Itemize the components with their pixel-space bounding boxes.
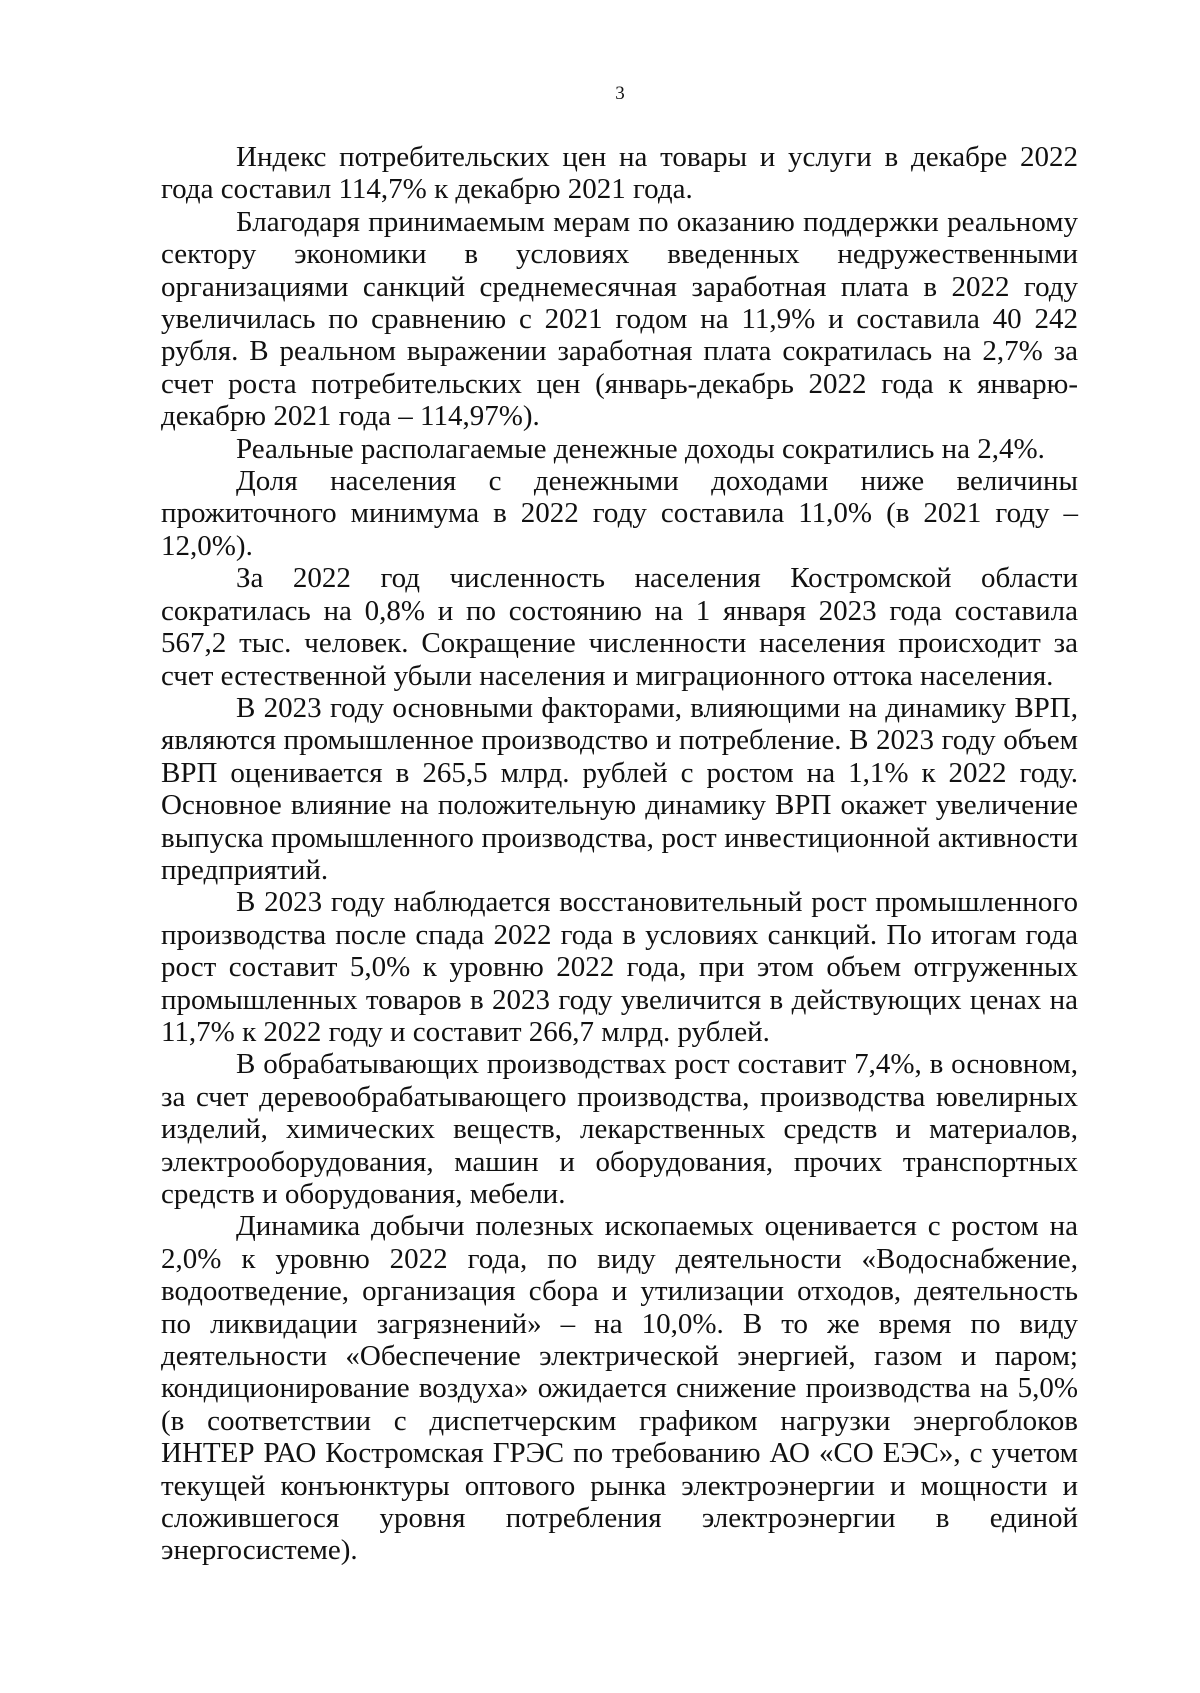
paragraph-grp: В 2023 году основными факторами, влияющими на динамику ВРП, являются промышленное производство и потребление. В 2023 году объем ВРП оценивается в 265,5 млрд. рублей с ростом на 1,1% к 2022 году. Основное влияние на положительную динамику ВРП окажет увеличение выпуска промышленного производства, рост инвестиционной активности предприятий. (161, 691, 1078, 886)
paragraph-wages: Благодаря принимаемым мерам по оказанию поддержки реальному сектору экономики в условиях введенных недружественными организациями санкций среднемесячная заработная плата в 2022 году увеличилась по сравнению с 2021 годом на 11,9% и составила 40 242 рубля. В реальном выражении заработная плата сократилась на 2,7% за счет роста потребительских цен (январь-декабрь 2022 года к январю-декабрю 2021 года – 114,97%). (161, 205, 1078, 433)
paragraph-poverty: Доля населения с денежными доходами ниже величины прожиточного минимума в 2022 году составила 11,0% (в 2021 году – 12,0%). (161, 465, 1078, 562)
paragraph-mining-energy: Динамика добычи полезных ископаемых оценивается с ростом на 2,0% к уровню 2022 года, по виду деятельности «Водоснабжение, водоотведение, организация сбора и утилизации отходов, деятельность по ликвидации загрязнений» – на 10,0%. В то же время по виду деятельности «Обеспечение электрической энергией, газом и паром; кондиционирование воздуха» ожидается снижение производства на 5,0% (в соответствии с диспетчерским графиком нагрузки энергоблоков ИНТЕР РАО Костромская ГРЭС по требованию АО «СО ЕЭС», с учетом текущей конъюнктуры оптового рынка электроэнергии и мощности и сложившегося уровня потребления электроэнергии в единой энергосистеме). (161, 1210, 1078, 1567)
paragraph-population: За 2022 год численность населения Костромской области сократилась на 0,8% и по состоянию на 1 января 2023 года составила 567,2 тыс. человек. Сокращение численности населения происходит за счет естественной убыли населения и миграционного оттока населения. (161, 562, 1078, 692)
paragraph-income: Реальные располагаемые денежные доходы сократились на 2,4%. (236, 432, 1045, 465)
paragraph-manufacturing: В обрабатывающих производствах рост составит 7,4%, в основном, за счет деревообрабатывающего производства, производства ювелирных изделий, химических веществ, лекарственных средств и материалов, электрооборудования, машин и оборудования, прочих транспортных средств и оборудования, мебели. (161, 1048, 1078, 1210)
paragraph-cpi: Индекс потребительских цен на товары и услуги в декабре 2022 года составил 114,7% к декабрю 2021 года. (161, 141, 1078, 206)
paragraph-industry: В 2023 году наблюдается восстановительный рост промышленного производства после спада 2022 года в условиях санкций. По итогам года рост составит 5,0% к уровню 2022 года, при этом объем отгруженных промышленных товаров в 2023 году увеличится в действующих ценах на 11,7% к 2022 году и составит 266,7 млрд. рублей. (161, 886, 1078, 1048)
document-body (161, 141, 1078, 1567)
page-number: 3 (615, 83, 625, 104)
